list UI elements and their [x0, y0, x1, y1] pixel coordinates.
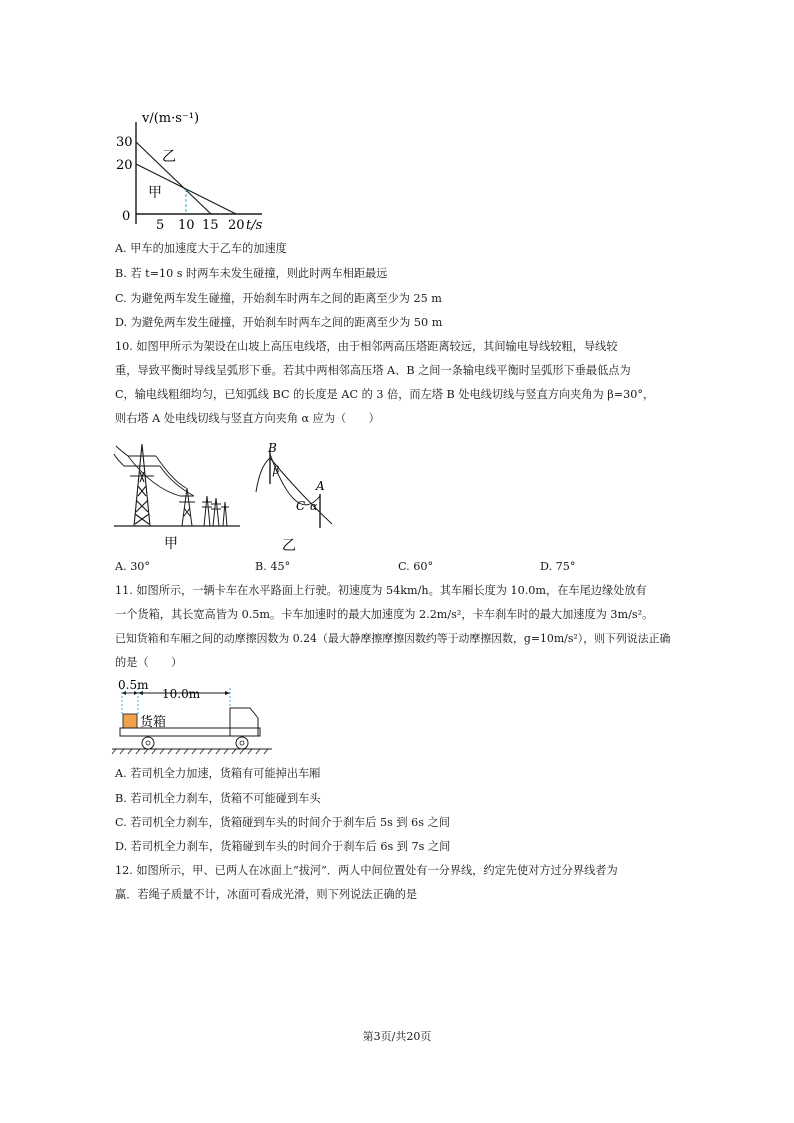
page-footer: 第3页/共20页 [362, 1030, 432, 1043]
q10-option-d: D. 75° [540, 560, 576, 573]
x-tick-10: 10 [178, 218, 195, 232]
q9-option-d: D. 为避免两车发生碰撞，开始刹车时两车之间的距离至少为 50 m [115, 316, 443, 329]
angle-beta-label: β [273, 464, 280, 477]
x-axis-label: t/s [246, 218, 263, 232]
q10-stem-line-2: 重，导致平衡时导线呈弧形下垂。若其中两相邻高压塔 A、B 之间一条输电线平衡时呈弧形下垂最低点为 [115, 364, 631, 377]
front-wheel [236, 737, 248, 749]
fig-label-yi: 乙 [282, 538, 296, 554]
q12-stem-line-2: 赢．若绳子质量不计，冰面可看成光滑，则下列说法正确的是 [115, 888, 418, 901]
point-a-label: A [316, 479, 325, 493]
cable-arc [270, 454, 320, 505]
cargo-box [123, 714, 137, 728]
power-lines [114, 446, 194, 496]
q10-stem-line-4: 则右塔 A 处电线切线与竖直方向夹角 α 应为（ ） [115, 412, 380, 425]
q9-option-c: C. 为避免两车发生碰撞，开始刹车时两车之间的距离至少为 25 m [115, 292, 442, 305]
q11-stem-line-4: 的是（ ） [115, 656, 183, 669]
q9-option-b: B. 若 t=10 s 时两车未发生碰撞，则此时两车相距最远 [115, 267, 388, 280]
angle-alpha-label: α [310, 500, 318, 513]
q12-stem-line-1: 12. 如图所示，甲、已两人在冰面上“拔河”．两人中间位置处有一分界线，约定先使对方过分界线者为 [115, 864, 618, 877]
rear-wheel [142, 737, 154, 749]
label-yi: 乙 [162, 149, 176, 165]
q9-option-a: A. 甲车的加速度大于乙车的加速度 [115, 242, 287, 255]
q10-option-a: A. 30° [115, 560, 151, 573]
q10-option-c: C. 60° [398, 560, 434, 573]
mid-tower [179, 488, 195, 526]
point-c-label: C [296, 499, 306, 513]
small-towers [202, 496, 229, 526]
y-tick-30: 30 [116, 135, 133, 150]
slope-arc-figure-yi [252, 440, 342, 554]
y-tick-0: 0 [122, 209, 131, 224]
q11-stem-line-3: 已知货箱和车厢之间的动摩擦因数为 0.24（最大静摩擦摩擦因数约等于动摩擦因数，g=10m/s²），则下列说法正确 [115, 632, 671, 645]
truck-cab [230, 708, 258, 736]
q11-stem-line-2: 一个货箱，其长宽高皆为 0.5m。卡车加速时的最大加速度为 2.2m/s²，卡车刹车时的最大加速度为 3m/s²。 [115, 608, 654, 621]
q10-stem-line-1: 10. 如图甲所示为架设在山坡上高压电线塔，由于相邻两高压塔距离较远，其间输电导线较粗，导线较 [115, 340, 618, 353]
q10-stem-line-3: C，输电线粗细均匀，已知弧线 BC 的长度是 AC 的 3 倍，而左塔 B 处电线切线与竖直方向夹角为 β=30°， [115, 388, 655, 401]
x-tick-15: 15 [202, 218, 219, 232]
main-tower [124, 444, 160, 526]
cargo-box-label: 货箱 [140, 715, 167, 730]
q10-option-b: B. 45° [255, 560, 291, 573]
q11-option-c: C. 若司机全力刹车，货箱碰到车头的时间介于刹车后 5s 到 6s 之间 [115, 816, 450, 829]
y-axis-label: v/(m·s⁻¹) [142, 111, 200, 126]
velocity-time-graph [112, 108, 272, 232]
q11-option-b: B. 若司机全力刹车，货箱不可能碰到车头 [115, 792, 321, 805]
q11-option-d: D. 若司机全力刹车，货箱碰到车头的时间介于刹车后 6s 到 7s 之间 [115, 840, 451, 853]
q11-option-a: A. 若司机全力加速，货箱有可能掉出车厢 [115, 767, 321, 780]
y-tick-20: 20 [116, 158, 133, 173]
power-tower-figure-jia [112, 436, 242, 554]
dim-small-label: 0.5m [118, 678, 149, 692]
point-b-label: B [268, 441, 277, 455]
x-tick-20: 20 [228, 218, 245, 232]
x-tick-5: 5 [156, 218, 165, 232]
q11-stem-line-1: 11. 如图所示，一辆卡车在水平路面上行驶。初速度为 54km/h。其车厢长度为 10.0m，在车尾边缘处放有 [115, 584, 647, 597]
truck-figure [110, 676, 280, 760]
road-hatching [112, 749, 268, 754]
dim-large-label: 10.0m [162, 687, 201, 701]
label-jia: 甲 [148, 185, 162, 201]
fig-label-jia: 甲 [164, 536, 178, 552]
